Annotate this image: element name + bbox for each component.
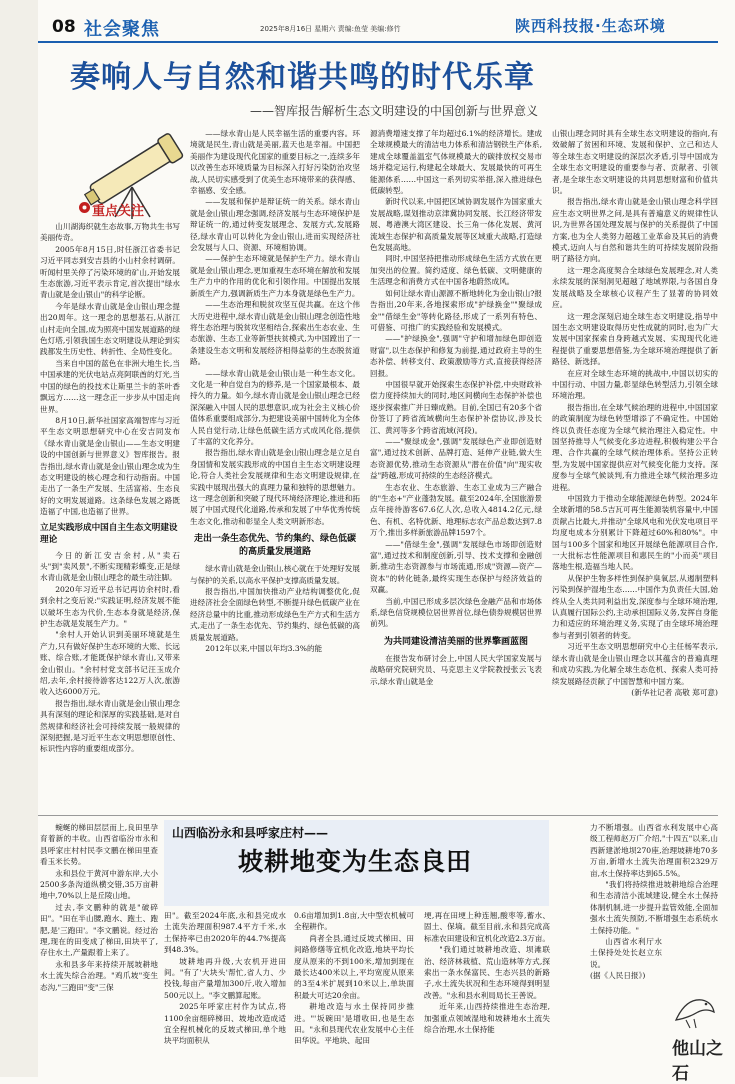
lower-column-3 [294,910,414,1047]
focus-badge-icon [78,201,91,214]
lower-column-4 [424,910,550,1035]
paragraph: ——"聚绿成金",强调"发展绿色产业即创造财富",通过技术创新、品牌打造、延伸产业链,做大生态资源优势,推动生态资源从"潜在价值"向"现实收益"跨越,形成可持续的生态经济模式。 [370,436,542,481]
paragraph: 山银山理念同时具有全球生态文明建设的指向,有效破解了贫困和环境、发展和保护、立己和达人等全球生态文明建设的深层次矛盾,引导中国成为全球生态文明建设的重要参与者、贡献者、引领者,是全球生态文明建设的共同思想财富和价值共识。 [552,129,718,196]
section-subheading: 立足实践形成中国自主生态文明建设理论 [40,522,178,545]
paragraph: 当来自中国的蓝色在非洲大地生长,当中国承建的光伏电站点亮阿联酋的灯光,当中国的绿色的投技术让斯里兰卡的茶叶香飘远方……这一理念正一步步从中国走向世界。 [40,358,180,414]
paragraph: ——"借绿生金",强调"发展绿色市场即创造财富",通过技术和制度创新,引导、技术支撑和金融创新,推动生态资源参与市场流通,形成"资源—资产—资本"的转化链条,最终实现生态保护与经济效益的双赢。 [370,539,542,595]
bird-illustration [672,990,718,1030]
section-subheading: 走出一条生态优先、节约集约、绿色低碳的高质量发展道路 [193,534,356,558]
article-subtitle: ——智库报告解析生态文明建设的中国创新与世界意义 [250,104,539,118]
paragraph: 今年是绿水青山就是金山银山理念提出20周年。这一理念的思想基石,从浙江山村走向全国,成为照亮中国发展道路的绿色灯塔,引领我国生态文明建设从理论到实践都发生历史性、转折性、全局性变化。 [40,301,180,357]
paragraph: 坡耕地再升级,大农机开进田间。"有了'大块头'帮忙,省人力、少投钱,每亩产量增加300斤,收入增加500元以上。"李文鹏算起账。 [164,956,286,1000]
paragraph: 2020年习近平总书记再访余村时,看到余村之变后说:"实践证明,经济发展不能以破坏生态为代价,生态本身就是经济,保护生态就是发展生产力。" [40,584,180,628]
paragraph: ——生态治理和脱贫攻坚互促共赢。在这个伟大历史进程中,绿水青山就是金山银山理念创造性地将生态治理与脱贫攻坚相结合,探索出生态农业、生态旅游、生态工业等新型扶贫模式,为中国蹚出了一条建设生态文明和发展经济相得益彰的生态脱贫道路。 [190,300,360,367]
lower-title: 坡耕地变为生态良田 [238,847,473,876]
issue-meta: 2025年8月16日 星期六 责编:鱼莹 美编:修竹 [260,25,401,33]
paragraph: 中国很早就开始探索生态保护补偿,中央财政补偿力度持续加大的同时,地区间横向生态保护补偿也逐步探索推广并日臻成熟。目前,全国已有20多个省份签订了跨省流域横向生态保护补偿协议,涉及长江、黄河等多个跨省流域(河段)。 [370,379,542,435]
paragraph: 永和县多年来持续开展坡耕地水土流失综合治理。"鸡爪坡"变生态沟,"三跑田"变"三保 [40,959,158,992]
paragraph: 山西省水利厅水土保持处处长赵立东说。 [590,937,662,969]
paragraph: 生态农业、生态旅游、生态工业成为三产融合的"生态+"产业蓬勃发展。截至2024年,全国旅游景点年接待游客67.6亿人次,总收入4814.2亿元,绿色、有机、名特优新、地理标志农产品总数达到7.8万个,推出多样新旅游品牌1597个。 [370,482,542,538]
paragraph: 报告指出,绿水青山就是金山银山理念是立足自身国情和发展实践形成的中国自主生态文明建设理论,符合人类社会发展规律和生态文明建设规律,在实践中展现出强大的真理力量和独特的思想魅力。这一理念创新和突破了现代环境经济理论,推进和拓展了中国式现代化道路,传承和发展了中华优秀传统生态文化,推动和彰显全人类文明新形态。 [190,448,360,526]
paragraph: "余村人开始认识到美丽环境就是生产力,只有做好保护生态环境的大账、长远账、综合账,才能既保护绿水青山,又带来金山银山。"余村村党支部书记汪玉成介绍,去年,余村接待游客达122万人次,旅游收入达6000万元。 [40,630,180,697]
paragraph: "我们通过坡耕地改造、坝滩联治、经济林栽植、荒山造林等方式,探索出一条水保富民、生态兴县的新路子,水土流失状况和生态环境得到明显改善。"永和县水利局局长王善说。 [424,945,550,1000]
lower-column-5 [590,822,718,982]
paragraph: 当前,中国已形成多层次绿色金融产品和市场体系,绿色信贷规模位居世界首位,绿色债券规模居世界前列。 [370,596,542,629]
header-rule [38,41,718,43]
byline: (新华社记者 高敬 郑可意) [631,687,718,697]
paragraph: 今日的新江安吉余村,从"卖石头"到"卖风景",不断实现精彩蝶变,正是绿水青山就是金山银山理念的最生动注脚。 [40,550,180,583]
paragraph: 8月10日,新华社国家高端智库与习近平生态文明思想研究中心在安吉同发布《绿水青山就是金山银山——生态文明建设的中国创新与世界意义》智库报告。报告指出,绿水青山就是金山银山理念成为生态文明建设的核心理念和行动指南。中国走出了一条生产发展、生活富裕、生态良好的文明发展道路。这条绿色发展之路既造福了中国,也造福了世界。 [40,415,180,517]
photo-caption: 山川湖海织就生态故事,万物共生书写美丽传奇。 [40,222,180,243]
paragraph: 同时,中国坚持把推动形成绿色生活方式放在更加突出的位置。简约适度、绿色低碳、文明健康的生活理念和消费方式在中国各地蔚然成风。 [370,254,542,287]
paragraph: 0.6亩增加到1.8亩,大中型农机械可全程耕作。 [294,911,414,932]
paragraph: 田"。截至2024年底,永和县完成水土流失治理面积987.4平方千米,水土保持率已由2020年的44.7%提高到48.3%。 [164,911,286,955]
paragraph: 在应对全球生态环境的挑战中,中国以切实的中国行动、中国力量,彰显绿色转型活力,引领全球环境治理。 [552,368,718,401]
lower-kicker: 山西临汾永和县呼家庄村—— [172,826,329,840]
article-column-1 [40,221,180,755]
story-separator [38,815,718,816]
paragraph: 新时代以来,中国把区域协调发展作为国家重大发展战略,谋划推动京津冀协同发展、长江经济带发展、粤港澳大湾区建设、长三角一体化发展、黄河流域生态保护和高质量发展等区域重大战略,打造绿色发展高地。 [370,197,542,253]
paragraph: 源消费增速支撑了年均超过6.1%的经济增长。建成全球规模最大的清洁电力体系和清洁钢铁生产体系,建成全球覆盖温室气体规模最大的碳排放权交易市场并稳定运行,构建起全球最大、发展最快的可再生能源体系……中国这一系列切实举措,深入推进绿色低碳转型。 [370,129,542,196]
newspaper-brand: 陕西科技报·生态环境 [515,17,666,35]
paragraph: ——绿水青山就是金山银山是一种生态文化。文化是一种自觉自为的修养,是一个国家最根本、最持久的力量。如今,绿水青山就是金山银山理念已经深深融入中国人民的思想意识,成为社会主义核心价值体系重要组成部分,为把建设美丽中国转化为全体人民自觉行动,让绿色低碳生活方式成风化俗,提供了丰富的文化养分。 [190,368,360,446]
page-number: 08 [52,17,76,37]
paragraph: 如何让绿水青山源源不断地转化为金山银山?报告指出,20年来,各地探索形成"护绿换金""聚绿成金""借绿生金"等转化路径,形成了一系列有特色、可借鉴、可推广的实践经验和发展模式。 [370,288,542,332]
article-title: 奏响人与自然和谐共鸣的时代乐章 [70,60,535,95]
article-column-2 [190,128,360,654]
section-name: 社会聚焦 [84,19,160,40]
paragraph: 这一理念深刻启迪全球生态文明建设,指导中国生态文明建设取得历史性成就的同时,也为广大发展中国家探索自身跨越式发展、实现现代化进程提供了重要思想借鉴,为全球环境治理提供了新路径、新选择。 [552,311,718,367]
column-stamp: 他山之石 [672,1039,723,1084]
paragraph: "我们将持续推进坡耕地综合治理和生态清洁小流域建设,健全水土保持体制机制,进一步提升监管效能,全面加强水土流失预防,不断增强生态系统水土保持功能。" [590,880,718,935]
paragraph: 报告指出,在全球气候治理的进程中,中国国家的政策制度为绿色转型增添了不确定性。中国始终以负责任态度为全球气候治理注入稳定性。中国坚持推导人气候变化多边进程,积极构建公平合理、合作共赢的全球气候治理体系。坚持公正转型,为发展中国家提供应对气候变化能力支持。深度参与全球气候谈判,有力推进全球气候治理多边进程。 [552,402,718,492]
section-subheading: 为共同建设清洁美丽的世界擎画蓝图 [383,636,528,647]
byline: (据《人民日报》) [590,971,646,981]
paragraph: 绿水青山就是金山银山,核心就在于处理好发展与保护的关系,以高水平保护支撑高质量发展。 [190,564,360,585]
paragraph: 近年来,山西持续推进生态治理,加强重点领域湿地和坡耕地水土流失综合治理,水土保持能 [424,1002,550,1035]
article-column-4 [552,128,718,698]
paragraph: ——发展和保护是辩证统一的关系。绿水青山就是金山银山理念强调,经济发展与生态环境保护是辩证统一的,通过转变发展理念、发展方式,发展路径,绿水青山可以转化为金山银山,进而实现经济社会发展与人口、资源、环境相协调。 [190,197,360,253]
paragraph: 埂,再在田埂上种连翘,酸枣等,蓄水、固土、保墒。截至目前,永和县完成高标准农田建设和宜机化改造2.3万亩。 [424,911,550,943]
paragraph: 力不断增强。山西省水利发展中心高级工程师赵万广介绍,"十四五"以来,山西新建淤地坝270座,治理坡耕地70多万亩,新增水土流失治理面积2329万亩,水土保持率达到65.5%。 [590,823,718,878]
page-margin-strip [0,0,38,1077]
paragraph: 耕地改造与水土保持同步推进。"'坂碗田'是增收田,也是生态田。"永和县现代农业发展中心主任田华说。平地块、起田 [294,1002,414,1046]
paragraph: 报告指出,绿水青山就是金山银山理念科学回应生态文明世界之问,是具有普遍意义的规律性认识,为世界各国处理发展与保护的关系提供了中国方案,也为全人类努力超越工业革命及其后的消费模式,迈向人与自然和谐共生的可持续发展阶段指明了路径方向。 [552,197,718,264]
paragraph: 报告指出,中国加快推动产业结构调整优化,促进经济社会全面绿色转型,不断提升绿色低碳产业在经济总量中的比重,推动形成绿色生产方式和生活方式,走出了一条生态优先、节约集约、绿色低碳的高质量发展道路。 [190,587,360,642]
lower-column-2 [164,910,286,1047]
paragraph: ——保护生态环境就是保护生产力。绿水青山就是金山银山理念,更加重视生态环境在解放和发展生产力中的作用的优化和引领作用。中国提出发展新质生产力,强调新质生产力本身就是绿色生产力。 [190,254,360,298]
paragraph: 报告指出,绿水青山就是金山银山理念具有深刻的理论和深厚的实践基础,是对自然规律和经济社会可持续发展一般规律的深刻把握,是习近平生态文明思想原创性、标识性内容的重要组成部分。 [40,698,180,754]
paragraph: 2005年8月15日,时任浙江省委书记习近平同志到安吉县的小山村余村调研。听闻村里关停了污染环境的矿山,开始发展生态旅游,习近平表示肯定,首次提出"绿水青山就是金山银山"的科学论断。 [40,244,180,300]
paragraph: 习近平生态文明思想研究中心主任杨军表示,绿水青山就是金山银山理念以其蕴含的普遍真理和成功实践,为化解全球生态危机、探索人类可持续发展路径贡献了中国智慧和中国方案。 [552,642,718,686]
focus-badge: 重点关注 [92,204,145,219]
paragraph: 尚者全县,通过反坡式梯田、田间路修缮等宜机化改造,地块平均长度从原来的不到100米,增加到现在最长达400米以上,平均宽度从原来的3至4米扩展到10米以上,单块面积最大可达20余亩。 [294,933,414,1000]
paragraph: ——绿水青山是人民幸福生活的重要内容。环境就是民生,青山就是美丽,蓝天也是幸福。中国把美丽作为建设现代化国家的重要目标之一,连续多年以改善生态环境质量为目标深入打好污染防治攻坚战,人民切实感受到了优美生态环境带来的获得感、幸福感、安全感。 [190,129,360,196]
paragraph: 中国致力于推动全球能源绿色转型。2024年全球新增的58.5吉瓦可再生能源装机容量中,中国贡献占比最大,并推动"全球风电和光伏发电项目平均度电成本分别累计下降超过60%和80%"。中国与100多个国家和地区开展绿色能源项目合作,一大批标志性能源项目和惠民生的"小而美"项目落地生根,造福当地人民。 [552,494,718,572]
paragraph: 永和县位于黄河中游东岸,大小2500多条沟道纵横交错,35万亩耕地中,70%以上是丘陵山地。 [40,868,158,901]
paragraph: 2012年以来,中国以年均3.3%的能 [205,644,323,654]
lower-column-1 [40,822,158,993]
paragraph: 过去,李文鹏种的就是"破碎田"。"田在半山腰,跑水、跑土、跑肥,是'三跑田'。"李文鹏说。经过治理,现在的田变成了梯田,田块平了,存住水土,产量跟着上来了。 [40,902,158,958]
article-column-3 [370,128,542,687]
paragraph: 从保护生物多样性到保护臭氧层,从遏制塑料污染到保护湿地生态……中国作为负责任大国,始终从全人类共同利益出发,深度参与全球环境治理,认真履行国际公约,主动承担国际义务,发挥自身能力和适应的环境治理义务,实现了由全球环境治理参与者到引领者的转变。 [552,573,718,640]
paragraph: 蜿蜒的梯田层层而上,良田里孕育着新的丰收。山西省临汾市永和县呼家庄村村民李文鹏在梯田里查看玉米长势。 [40,823,158,867]
paragraph: 在报告发布研讨会上,中国人民大学国家发展与战略研究院研究员、马克思主义学院教授张云飞表示,绿水青山就是金 [370,653,542,686]
paragraph: 2025年呼家庄村作为试点,将1100余亩细碎梯田、坡地改造成适宜全程机械化的反坡式梯田,单个地块平均面积从 [164,1002,286,1046]
paragraph: ——"护绿换金",强调"守护和增加绿色即创造财富",以生态保护和修复为前提,通过政府主导的生态补偿、转移支付、政策激励等方式,直接获得经济回报。 [370,334,542,378]
paragraph: 这一理念高度契合全球绿色发展理念,对人类永续发展的深刻洞见超越了地域界限,与各国自身发展战略及全球核心议程产生了显著的协同效应。 [552,265,718,310]
